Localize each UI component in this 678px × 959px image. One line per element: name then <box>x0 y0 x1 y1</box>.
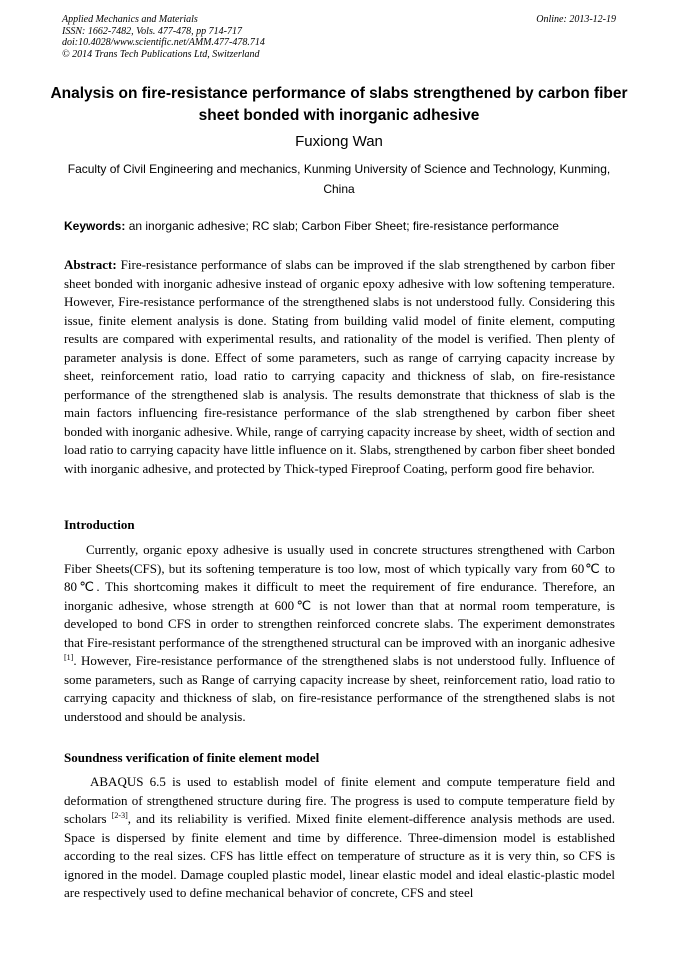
issn-line: ISSN: 1662-7482, Vols. 477-478, pp 714-717 <box>62 25 242 37</box>
keywords-label: Keywords: <box>64 219 126 233</box>
paper-title: Analysis on fire-resistance performance of slabs strengthened by carbon fiber sheet bonded with inorganic adhesive <box>50 85 628 124</box>
citation-1: [1] <box>64 653 74 662</box>
introduction-heading: Introduction <box>64 517 135 532</box>
keywords-line <box>64 218 638 235</box>
doi-line: doi:10.4028/www.scientific.net/AMM.477-478.714 <box>62 37 265 48</box>
abstract-text: Fire-resistance performance of slabs can be improved if the slab strengthened by carbon fiber sheet bonded with inorganic adhesive instead of organic epoxy adhesive with low softening temperature. However, Fire-resistance performance of the strengthened slabs is not understood fully. Considering this issue, finite element analysis is done. Stating from building valid model of finite element, computing results are compared with experimental results, and rationality of the model is verified. Then plenty of parameter analysis is done. Effect of some parameters, such as range of carrying capacity increase by sheet, reinforcement ratio, load ratio to carrying capacity and thickness of slab, on fire-resistance performance of the strengthened slab is analysis. The results demonstrate that thickness of slab is the main factors influencing fire-resistance performance of the slab strengthened by carbon fiber sheet bonded with inorganic adhesive. While, range of carrying capacity increase by sheet, width of section and load ratio to carrying capacity have little influence on it. Slabs, strengthened by carbon fiber sheet bonded with inorganic adhesive, and protected by Thick-typed Fireproof Coating, perform good fire behavior. <box>64 257 615 476</box>
affiliation: Faculty of Civil Engineering and mechanics, Kunming University of Science and Technology, Kunming, China <box>67 162 611 196</box>
soundness-body <box>64 773 615 903</box>
intro-text-part-2: . However, Fire-resistance performance of the strengthened slabs is not understood fully. Influence of some parameters, such as Range of carrying capacity increase by sheet, reinforcement ratio, load ratio to carrying capacity and thickness of slab, on fire-resistance performance of the strengthened slabs is not understood and should be analysis. <box>64 653 615 724</box>
soundness-heading: Soundness verification of finite element model <box>64 750 320 765</box>
online-date: Online: 2013-12-19 <box>536 14 616 25</box>
soundness-text-part-1: ABAQUS 6.5 is used to establish model of finite element and compute temperature field and deformation of strengthened structure during fire. The progress is used to compute temperature field by scholars <box>64 774 615 826</box>
journal-name: Applied Mechanics and Materials <box>62 14 198 25</box>
keywords-text: an inorganic adhesive; RC slab; Carbon Fiber Sheet; fire-resistance performance <box>128 219 559 233</box>
introduction-body <box>64 541 615 726</box>
copyright-line: © 2014 Trans Tech Publications Ltd, Switzerland <box>62 48 260 60</box>
intro-text-part-1: Currently, organic epoxy adhesive is usually used in concrete structures strengthened with Carbon Fiber Sheets(CFS), but its softening temperature is too low, most of which typically vary from 60℃ to 80℃. This shortcoming makes it difficult to meet the requirement of fire endurance. Therefore, an inorganic adhesive, whose strength at 600℃ is not lower than that at normal room temperature, is developed to bond CFS in order to strengthen reinforced concrete slabs. The experiment demonstrates that Fire-resistant performance of the strengthened structural can be improved with an inorganic adhesive <box>64 542 615 650</box>
abstract <box>64 256 615 478</box>
author-name: Fuxiong Wan <box>295 133 383 150</box>
abstract-label: Abstract: <box>64 257 117 272</box>
citation-2-3: [2-3] <box>111 811 128 820</box>
soundness-text-part-2: , and its reliability is verified. Mixed finite element-difference analysis methods are used. Space is dispersed by finite element and time by difference. Three-dimension model is established according to the real sizes. CFS has little effect on temperature of structure as it is very thin, so CFS is ignored in the model. Damage coupled plastic model, linear elastic model and ideal elastic-plastic model are respectively used to define mechanical behavior of concrete, CFS and steel <box>64 811 615 900</box>
page-header <box>62 14 616 60</box>
